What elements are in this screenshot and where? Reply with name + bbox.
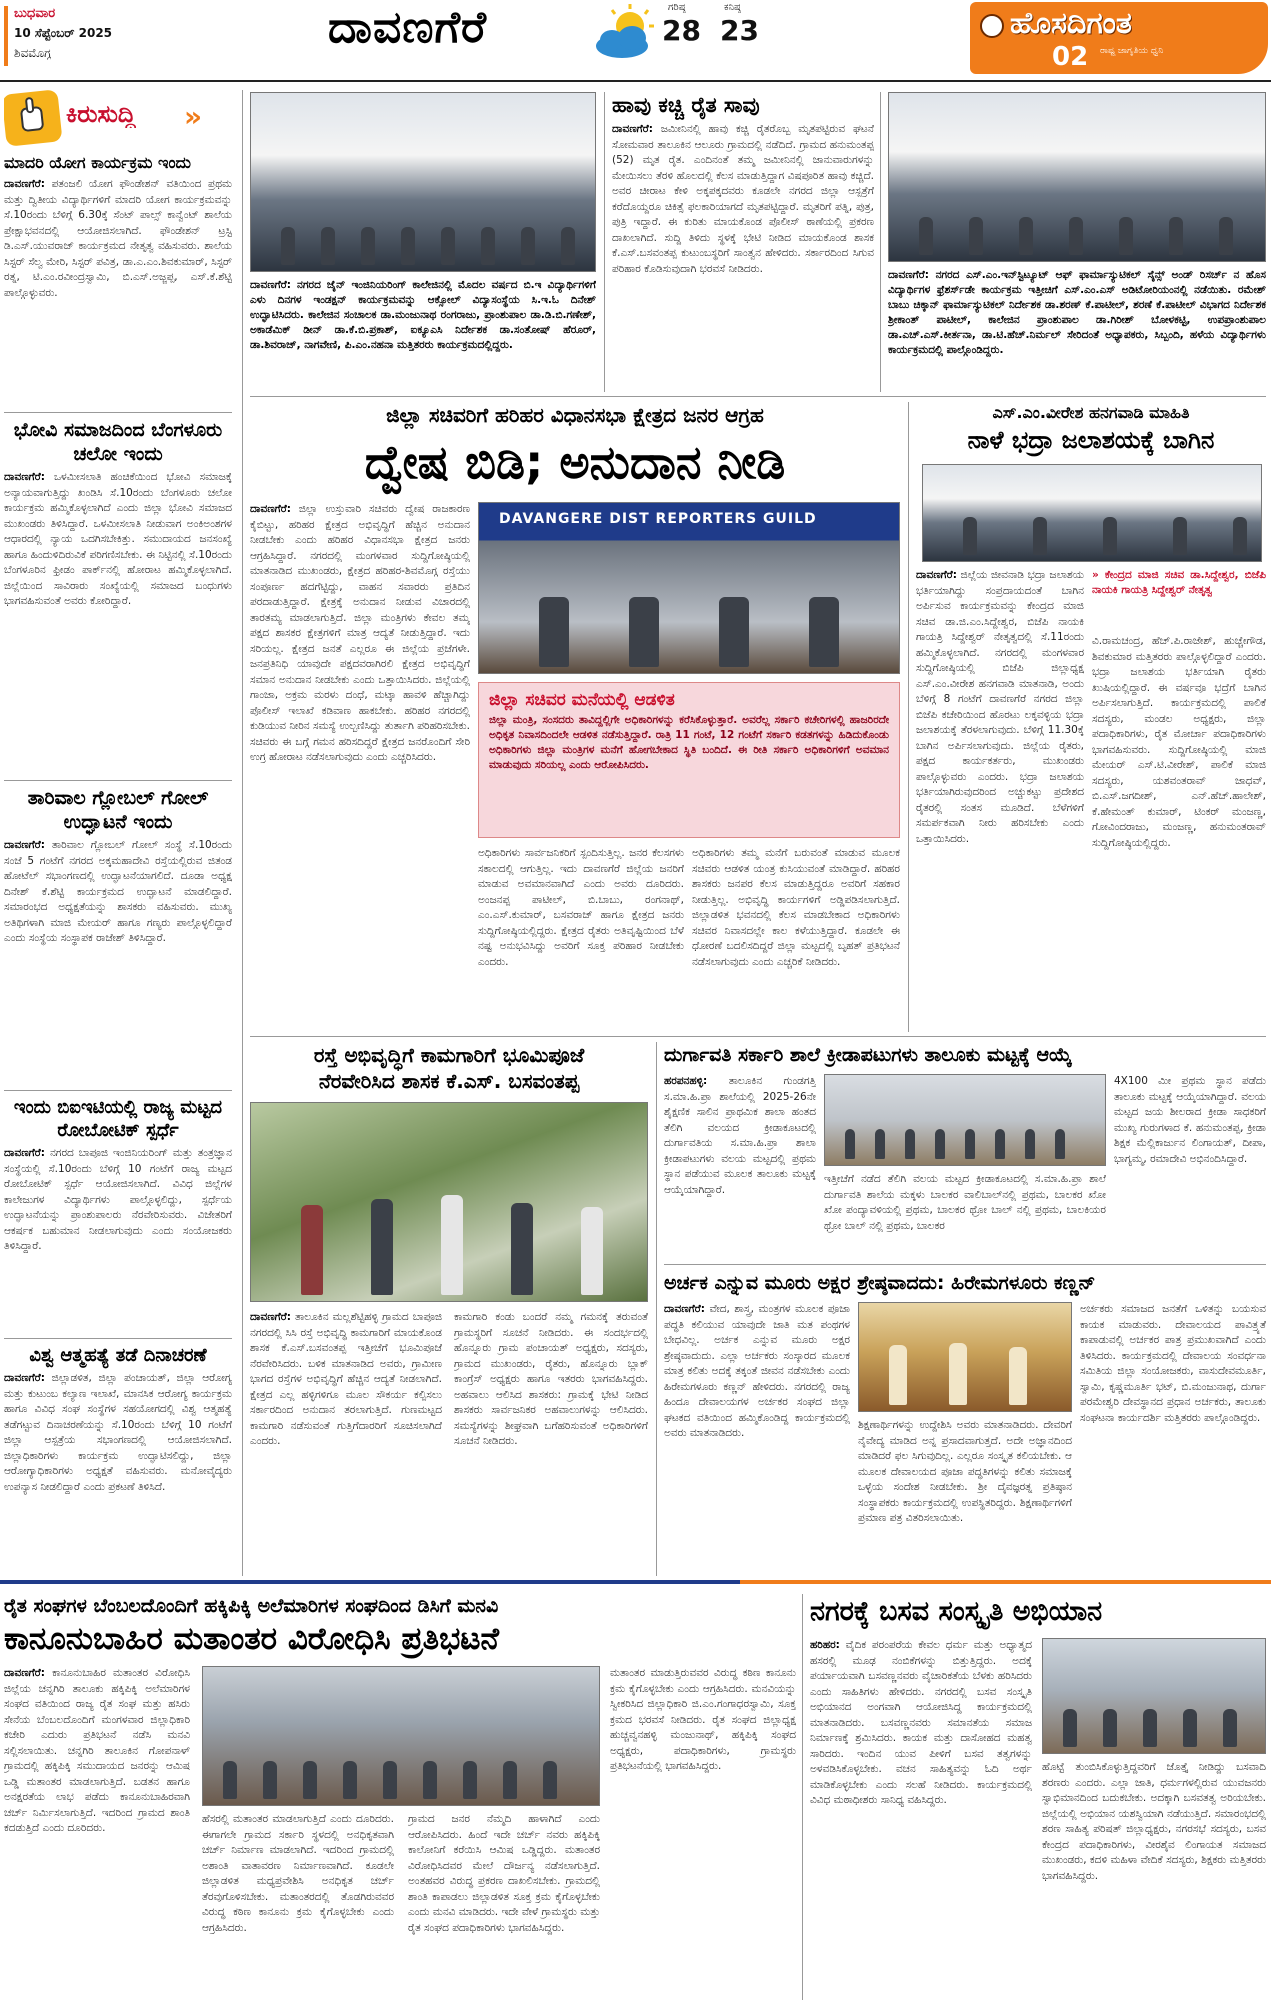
headline: ದ್ವೇಷ ಬಿಡಿ; ಅನುದಾನ ನೀಡಿ: [364, 435, 786, 489]
basava-story: [810, 1594, 1266, 2000]
highlight-box: [478, 682, 900, 838]
school-text-mid: ಇತ್ತೀಚೆಗೆ ನಡೆದ ತೆಲಿಗಿ ವಲಯ ಮಟ್ಟದ ಕ್ರೀಡಾಕೂಟದಲ್ಲಿ ಸ.ಮಾ.ಹಿ.ಪ್ರಾ ಶಾಲೆ ದುರ್ಗಾವತಿ ಶಾಲೆಯ ಮಕ್ಕಳು ಬಾಲಕರ ವಾಲಿಬಾಲ್‌ನಲ್ಲಿ ಪ್ರಥಮ, ಬಾಲಕರ ಖೋ ಖೋ ಪಂದ್ಯಾವಳಿಯಲ್ಲಿ ಪ್ರಥಮ, ಬಾಲಕರ ಥ್ರೋ ಬಾಲ್ ನಲ್ಲಿ ಪ್ರಥಮ, ಬಾಲಕಿಯರ ಥ್ರೋ ಬಾಲ್ ನಲ್ಲಿ ಪ್ರಥಮ, ಬಾಲಕರ: [824, 1173, 1106, 1232]
box-body: ಜಿಲ್ಲಾ ಮಂತ್ರಿ, ಸಂಸದರು ತಾವಿದ್ದಲ್ಲಿಗೇ ಅಧಿಕಾರಿಗಳನ್ನು ಕರೆಸಿಕೊಳ್ಳುತ್ತಾರೆ. ಅವರೆಲ್ಲ ಸರ್ಕಾರಿ ಕಚೇರಿಗಳಲ್ಲಿ ಹಾಜರಿರದೇ ಅಧಿಕೃತ ನಿವಾಸದಿಂದಲೇ ಆಡಳಿತ ನಡೆಸುತ್ತಿದ್ದಾರೆ. ರಾತ್ರಿ 11 ಗಂಟೆ, 12 ಗಂಟೆಗೆ ಸರ್ಕಾರಿ ಕಡತಗಳನ್ನು ಹಿಡಿದುಕೊಂಡು ಅಧಿಕಾರಿಗಳು ಜಿಲ್ಲಾ ಮಂತ್ರಿಗಳ ಮನೆಗೆ ಹೋಗಬೇಕಾದ ಸ್ಥಿತಿ ಬಂದಿದೆ. ಈ ರೀತಿ ಸರ್ಕಾರಿ ಅಧಿಕಾರಿಗಳಿಗೆ ಅವಮಾನ ಮಾಡುವುದು ಸರಿಯಲ್ಲ ಎಂದು ಆರೋಪಿಸಿದರು.: [489, 714, 889, 771]
headline: ನಗರಕ್ಕೆ ಬಸವ ಸಂಸ್ಕೃತಿ ಅಭಿಯಾನ: [810, 1596, 1103, 1627]
dateline: ದಾವಣಗೆರೆ:: [664, 1303, 705, 1315]
event-photo: [250, 92, 596, 272]
chevron-right-icon: »: [1092, 569, 1105, 581]
school-text-left: [664, 1074, 816, 1258]
kicker: ಜಿಲ್ಲಾ ಸಚಿವರಿಗೆ ಹರಿಹರ ವಿಧಾನಸಭಾ ಕ್ಷೇತ್ರದ ಜನರ ಆಗ್ರಹ: [386, 403, 764, 427]
story-body: ತಾರಿವಾಲ ಗ್ಲೋಬಲ್ ಗೋಲ್ ಸಂಸ್ಥೆ ಸೆ.10ರಂದು ಸಂಜೆ 5 ಗಂಟೆಗೆ ನಗರದ ಅಕ್ಕಮಹಾದೇವಿ ರಸ್ತೆಯಲ್ಲಿರುವ ಜಿತಂಡ ಹೋಟೆಲ್ ಸಭಾಂಗಣದಲ್ಲಿ ಉದ್ಘಾಟನೆಯಾಗಲಿದೆ. ದೂಡಾ ಅಧ್ಯಕ್ಷ ದಿನೇಶ್ ಕೆ.ಶೆಟ್ಟಿ ಕಾರ್ಯಕ್ರಮದ ಉದ್ಘಾಟನೆ ಮಾಡಲಿದ್ದಾರೆ. ಸಮಾರಂಭದ ಅಧ್ಯಕ್ಷತೆಯನ್ನು ಶಾಸಕರು ವಹಿಸುವರು. ಮುಖ್ಯ ಅತಿಥಿಗಳಾಗಿ ಮಾಜಿ ಮೇಯರ್ ಹಾಗೂ ಗಣ್ಯರು ಪಾಲ್ಗೊಳ್ಳಲಿದ್ದಾರೆ ಎಂದು ಸಂಸ್ಥೆಯ ಸಂಸ್ಥಾಪಕ ರಾಜೇಶ್ ತಿಳಿಸಿದ್ದಾರೆ.: [4, 839, 232, 944]
press-meet-photo: [478, 502, 900, 674]
hand-pointing-icon: [4, 90, 63, 146]
headline: ಹಾವು ಕಚ್ಚಿ ರೈತ ಸಾವು: [612, 93, 760, 117]
dateline: ದಾವಣಗೆರೆ:: [4, 1372, 45, 1384]
press-photo: [922, 464, 1262, 562]
dateline: ದಾವಣಗೆರೆ:: [250, 503, 291, 515]
story-body: ವೈದಿಕ ಪರಂಪರೆಯ ಕೇವಲ ಧರ್ಮ ಮತ್ತು ಅಧ್ಯಾತ್ಮದ ಹಸರಲ್ಲಿ ಮೂಢ ನಂಬಿಕೆಗಳನ್ನು ಬಿತ್ತುತ್ತಿದ್ದರು. ಅದಕ್ಕೆ ಪರ್ಯಾಯವಾಗಿ ಬಸವಣ್ಣನವರು ವೈಚಾರಿಕತೆಯ ಬೆಳಕು ಹರಿಸಿದರು ಎಂದು ಸಾಹಿತಿಗಳು ಹೇಳಿದರು. ನಗರದಲ್ಲಿ ಬಸವ ಸಂಸ್ಕೃತಿ ಅಭಿಯಾನದ ಅಂಗವಾಗಿ ಆಯೋಜಿಸಿದ್ದ ಕಾರ್ಯಕ್ರಮದಲ್ಲಿ ಮಾತನಾಡಿದರು. ಬಸವಣ್ಣನವರು ಸಮಾನತೆಯ ಸಮಾಜ ನಿರ್ಮಾಣಕ್ಕೆ ಶ್ರಮಿಸಿದರು. ಕಾಯಕ ಮತ್ತು ದಾಸೋಹದ ಮಹತ್ವ ಸಾರಿದರು. ಇಂದಿನ ಯುವ ಪೀಳಿಗೆ ಬಸವ ತತ್ವಗಳನ್ನು ಅಳವಡಿಸಿಕೊಳ್ಳಬೇಕು. ವಚನ ಸಾಹಿತ್ಯವನ್ನು ಓದಿ ಅರ್ಥ ಮಾಡಿಕೊಳ್ಳಬೇಕು ಎಂದು ಸಲಹೆ ನೀಡಿದರು. ಕಾರ್ಯಕ್ರಮದಲ್ಲಿ ವಿವಿಧ ಮಠಾಧೀಶರು ಸಾನಿಧ್ಯ ವಹಿಸಿದ್ದರು.: [810, 1639, 1032, 1806]
basava-text-right: ಹೊಟ್ಟೆ ತುಂಬಿಸಿಕೊಳ್ಳುತ್ತಿದ್ದವರಿಗೆ ಜೊತ್ತೈ ನೀಡಿದ್ದು ಬಸವಾದಿ ಶರಣರು ಎಂದರು. ಎಲ್ಲಾ ಜಾತಿ, ಧರ್ಮಗಳಲ್ಲಿರುವ ಯುವಜನರು ಸ್ವಾಭಿಮಾನದಿಂದ ಬದುಕಬೇಕು. ಅದಕ್ಕಾಗಿ ಬಸವತತ್ವ ಅರಿಯಬೇಕು. ಜಿಲ್ಲೆಯಲ್ಲಿ ಅಭಿಯಾನ ಯಶಸ್ವಿಯಾಗಿ ನಡೆಯುತ್ತಿದೆ. ಸಮಾರಂಭದಲ್ಲಿ ಶರಣ ಸಾಹಿತ್ಯ ಪರಿಷತ್ ಜಿಲ್ಲಾಧ್ಯಕ್ಷರು, ನಗರಸಭೆ ಸದಸ್ಯರು, ಬಸವ ಕೇಂದ್ರದ ಪದಾಧಿಕಾರಿಗಳು, ವೀರಶೈವ ಲಿಂಗಾಯತ ಸಮಾಜದ ಮುಖಂಡರು, ಕದಳಿ ಮಹಿಳಾ ವೇದಿಕೆ ಸದಸ್ಯರು, ಶಿಕ್ಷಕರು ಮತ್ತಿತರರು ಭಾಗವಹಿಸಿದ್ದರು.: [1042, 1761, 1266, 1882]
section-divider: [0, 1580, 1271, 1588]
headline: ಭೋವಿ ಸಮಾಜದಿಂದ ಬೆಂಗಳೂರು ಚಲೋ ಇಂದು: [13, 419, 223, 465]
archaka-story: [664, 1270, 1266, 1576]
lead-text-left: [250, 502, 470, 930]
chevrons-icon: »: [184, 100, 203, 133]
road-story: [250, 1042, 648, 1576]
kirusuddi-item-3: [4, 786, 232, 1088]
kirusuddi-item-4: [4, 1096, 232, 1336]
dateline: ದಾವಣಗೆರೆ:: [4, 1147, 45, 1159]
event-photo: [888, 92, 1266, 262]
dateline: ದಾವಣಗೆರೆ:: [4, 178, 45, 190]
masthead-title: ದಾವಣಗೆರೆ: [328, 2, 487, 53]
story-body: ಜಿಲ್ಲೆಯ ಜೀವನಾಡಿ ಭದ್ರಾ ಜಲಾಶಯ ಭರ್ತಿಯಾಗಿದ್ದು ಸಂಪ್ರದಾಯದಂತೆ ಬಾಗಿನ ಅರ್ಪಿಸುವ ಕಾರ್ಯಕ್ರಮವನ್ನು ಕೇಂದ್ರದ ಮಾಜಿ ಸಚಿವ ಡಾ.ಜಿ.ಎಂ.ಸಿದ್ದೇಶ್ವರ, ಬಿಜೆಪಿ ನಾಯಕಿ ಗಾಯತ್ರಿ ಸಿದ್ದೇಶ್ವರ್ ನೇತೃತ್ವದಲ್ಲಿ ಸೆ.11ರಂದು ಹಮ್ಮಿಕೊಳ್ಳಲಾಗಿದೆ. ನಗರದಲ್ಲಿ ಮಂಗಳವಾರ ಸುದ್ದಿಗೋಷ್ಠಿಯಲ್ಲಿ ಬಿಜೆಪಿ ಜಿಲ್ಲಾಧ್ಯಕ್ಷ ಎಸ್.ಎಂ.ವೀರೇಶ ಹನಗವಾಡಿ ಮಾತನಾಡಿ, ಅಂದು ಬೆಳಿಗ್ಗೆ 8 ಗಂಟೆಗೆ ದಾವಣಗೆರೆ ನಗರದ ಜಿಲ್ಲಾ ಬಿಜೆಪಿ ಕಚೇರಿಯಿಂದ ಹೊರಟು ಲಕ್ಕವಳ್ಳಿಯ ಭದ್ರಾ ಜಲಾಶಯಕ್ಕೆ ತೆರಳಲಾಗುವುದು. ಬೆಳಿಗ್ಗೆ 11.30ಕ್ಕೆ ಬಾಗಿನ ಅರ್ಪಿಸಲಾಗುವುದು. ಜಿಲ್ಲೆಯ ರೈತರು, ಪಕ್ಷದ ಕಾರ್ಯಕರ್ತರು, ಮುಖಂಡರು ಪಾಲ್ಗೊಳ್ಳುವರು ಎಂದರು. ಭದ್ರಾ ಜಲಾಶಯ ಭರ್ತಿಯಾಗಿರುವುದರಿಂದ ಅಚ್ಚುಕಟ್ಟು ಪ್ರದೇಶದ ರೈತರಲ್ಲಿ ಸಂತಸ ಮೂಡಿದೆ. ಬೆಳೆಗಳಿಗೆ ಸಮರ್ಪಕವಾಗಿ ನೀರು ಹರಿಸಬೇಕು ಎಂದು ಒತ್ತಾಯಿಸಿದರು.: [916, 569, 1084, 845]
dateline: ದಾವಣಗೆರೆ:: [612, 123, 653, 135]
headline: ದುರ್ಗಾವತಿ ಸರ್ಕಾರಿ ಶಾಲೆ ಕ್ರೀಡಾಪಟುಗಳು ತಾಲೂಕು ಮಟ್ಟಕ್ಕೆ ಆಯ್ಕೆ: [664, 1044, 1072, 1066]
kirusuddi-item-2: [4, 418, 232, 778]
dateline: ದಾವಣಗೆರೆ:: [916, 569, 957, 581]
headline: ಅರ್ಚಕ ಎನ್ನುವ ಮೂರು ಅಕ್ಷರ ಶ್ರೇಷ್ಠವಾದದು: ಹಿರೇಮಗಳೂರು ಕಣ್ಣನ್: [664, 1272, 1096, 1294]
headline: ನಾಳೆ ಭದ್ರಾ ಜಲಾಶಯಕ್ಕೆ ಬಾಗಿನ: [967, 426, 1215, 454]
box-title: ಜಿಲ್ಲಾ ಸಚಿವರ ಮನೆಯಲ್ಲಿ ಆಡಳಿತ: [489, 690, 675, 710]
headline-line-1: ರಸ್ತೆ ಅಭಿವೃದ್ಧಿಗೆ ಕಾಮಗಾರಿಗೆ ಭೂಮಿಪೂಜೆ: [313, 1043, 585, 1067]
dam-subhead: [1092, 568, 1266, 630]
bhoomipuja-photo: [250, 1102, 648, 1302]
rally-photo: [1042, 1638, 1266, 1754]
archaka-text-mid: ಶಿಕ್ಷಣಾರ್ಥಿಗಳನ್ನು ಉದ್ದೇಶಿಸಿ ಅವರು ಮಾತನಾಡಿದರು. ದೇವರಿಗೆ ನೈವೇದ್ಯ ಮಾಡಿದ ಅನ್ನ ಪ್ರಸಾದವಾಗುತ್ತದೆ. ಅದೇ ಅಜ್ಞಾನದಿಂದ ಮಾಡಿದರೆ ಫಲ ಸಿಗುವುದಿಲ್ಲ. ಎಲ್ಲರೂ ಸಂಸ್ಕೃತ ಕಲಿಯಬೇಕು. ಆ ಮೂಲಕ ದೇವಾಲಯದ ಪೂಜಾ ಪದ್ಧತಿಗಳನ್ನು ಕಲಿತು ಸಮಾಜಕ್ಕೆ ಒಳ್ಳೆಯ ಸಂದೇಶ ನೀಡಬೇಕು. ಶ್ರೀ ದೈವಜ್ಞರತ್ನ ಪ್ರತಿಷ್ಠಾನ ಸಂಸ್ಥಾಪಕರು ಕಾರ್ಯಕ್ರಮದಲ್ಲಿ ಉಪಸ್ಥಿತರಿದ್ದರು. ಶಿಕ್ಷಣಾರ್ಥಿಗಳಿಗೆ ಪ್ರಮಾಣ ಪತ್ರ ವಿತರಿಸಲಾಯಿತು.: [858, 1419, 1072, 1524]
kirusuddi-column: [4, 90, 236, 1576]
headline-line-2: ನೆರವೇರಿಸಿದ ಶಾಸಕ ಕೆ.ಎಸ್. ಬಸವಂತಪ್ಪ: [318, 1069, 580, 1093]
dateline: ದಾವಣಗೆರೆ:: [250, 1311, 291, 1323]
masthead: [0, 0, 1271, 82]
headline: ವಿಶ್ವ ಆತ್ಮಹತ್ಯೆ ತಡೆ ದಿನಾಚರಣೆ: [29, 1345, 207, 1366]
dateline: ದಾವಣಗೆರೆ:: [4, 1667, 45, 1679]
min-temp: 23: [720, 14, 759, 47]
dam-story: [916, 402, 1266, 1032]
conversion-text-mid: ಹೆಸರಲ್ಲಿ ಮತಾಂತರ ಮಾಡಲಾಗುತ್ತಿದೆ ಎಂದು ದೂರಿದರು. ಈಗಾಗಲೇ ಗ್ರಾಮದ ಸರ್ಕಾರಿ ಸ್ಥಳದಲ್ಲಿ ಅನಧಿಕೃತವಾಗಿ ಚರ್ಚ್ ನಿರ್ಮಾಣ ಮಾಡಲಾಗಿದೆ. ಇದರಿಂದ ಗ್ರಾಮದಲ್ಲಿ ಅಶಾಂತಿ ವಾತಾವರಣ ನಿರ್ಮಾಣವಾಗಿದೆ. ಕೂಡಲೇ ಜಿಲ್ಲಾಡಳಿತ ಮಧ್ಯಪ್ರವೇಶಿಸಿ ಅನಧಿಕೃತ ಚರ್ಚ್ ತೆರವುಗೊಳಿಸಬೇಕು. ಮತಾಂತರದಲ್ಲಿ ತೊಡಗಿರುವವರ ವಿರುದ್ಧ ಕಠಿಣ ಕಾನೂನು ಕ್ರಮ ಕೈಗೊಳ್ಳಬೇಕು ಎಂದು ಆಗ್ರಹಿಸಿದರು.: [202, 1813, 394, 1934]
brand-emblem-icon: [980, 14, 1004, 38]
kicker: ಎಸ್.ಎಂ.ವೀರೇಶ ಹನಗವಾಡಿ ಮಾಹಿತಿ: [992, 403, 1190, 422]
kirusuddi-label: ಕಿರುಸುದ್ದಿ: [66, 100, 136, 128]
snake-story: [612, 92, 874, 392]
dateline: ದಾವಣಗೆರೆ:: [4, 839, 45, 851]
headline: ಇಂದು ಬಿಐಇಟಿಯಲ್ಲಿ ರಾಜ್ಯ ಮಟ್ಟದ ರೋಬೋಟಿಕ್ ಸ್ಪರ್ಧೆ: [13, 1097, 223, 1141]
masthead-date: 10 ಸೆಪ್ಟೆಂಬರ್ 2025: [14, 26, 113, 40]
students-photo: [824, 1074, 1106, 1166]
story-body: ಪತಂಜಲಿ ಯೋಗ ಫೌಂಡೇಶನ್ ವತಿಯಿಂದ ಪ್ರಥಮ ಮತ್ತು ದ್ವಿತೀಯ ವಿದ್ಯಾರ್ಥಿಗಳಿಗೆ ಮಾದರಿ ಯೋಗ ಕಾರ್ಯಕ್ರಮವನ್ನು ಸೆ.10ರಂದು ಬೆಳಿಗ್ಗೆ 6.30ಕ್ಕೆ ಸೆಂಟ್ ಪಾಲ್ಸ್ ಕಾನ್ವೆಂಟ್ ಶಾಲೆಯ ಪ್ರೇಕ್ಷಾಭವನದಲ್ಲಿ ಆಯೋಜಿಸಲಾಗಿದೆ. ಫೌಂಡೇಶನ್ ಟ್ರಸ್ಟಿ ಡಿ.ಎಸ್.ಯುವರಾಜ್ ಕಾರ್ಯಕ್ರಮದ ನೇತೃತ್ವ ವಹಿಸುವರು. ಶಾಲೆಯ ಸಿಸ್ಟರ್ ಸೆಲ್ವ ಮೇರಿ, ಸಿಸ್ಟರ್ ಪವಿತ್ರ, ಡಾ.ಎ.ಎಂ.ಶಿವಕುಮಾರ್, ಸಿಸ್ಟರ್ ರತ್ನ, ಟಿ.ಎಂ.ರವೀಂದ್ರಸ್ವಾಮಿ, ಬಿ.ಎಸ್.ಅಜ್ಜಪ್ಪ, ಎಸ್.ಕೆ.ಶೆಟ್ಟಿ ಪಾಲ್ಗೊಳ್ಳುವರು.: [4, 178, 232, 299]
basava-text-left: [810, 1638, 1032, 1996]
masthead-left-bar: [4, 6, 8, 66]
page-number: 02: [1052, 42, 1089, 72]
story-body: ಕಾನೂನುಬಾಹಿರ ಮತಾಂತರ ವಿರೋಧಿಸಿ ಜಿಲ್ಲೆಯ ಚನ್ನಗಿರಿ ತಾಲೂಕು ಹಕ್ಕಿಪಿಕ್ಕಿ ಅಲೆಮಾರಿಗಳ ಸಂಘದ ವತಿಯಿಂದ ರಾಜ್ಯ ರೈತ ಸಂಘ ಮತ್ತು ಹಸಿರು ಸೇನೆಯ ಬೆಂಬಲದೊಂದಿಗೆ ಮಂಗಳವಾರ ಜಿಲ್ಲಾಧಿಕಾರಿ ಕಚೇರಿ ಎದುರು ಪ್ರತಿಭಟನೆ ನಡೆಸಿ ಮನವಿ ಸಲ್ಲಿಸಲಾಯಿತು. ಚನ್ನಗಿರಿ ತಾಲೂಕಿನ ಗೋಪನಾಳ್ ಗ್ರಾಮದಲ್ಲಿ ಹಕ್ಕಿಪಿಕ್ಕಿ ಸಮುದಾಯದ ಜನರನ್ನು ಆಮಿಷ ಒಡ್ಡಿ ಮತಾಂತರ ಮಾಡಲಾಗುತ್ತಿದೆ. ಬಡತನ ಹಾಗೂ ಅನಕ್ಷರತೆಯ ಲಾಭ ಪಡೆದು ಕಾನೂನುಬಾಹಿರವಾಗಿ ಚರ್ಚ್ ನಿರ್ಮಿಸಲಾಗುತ್ತಿದೆ. ಇದರಿಂದ ಗ್ರಾಮದ ಶಾಂತಿ ಕದಡುತ್ತಿದೆ ಎಂದು ದೂರಿದರು.: [4, 1667, 190, 1834]
road-text-right: ಕಾಮಗಾರಿ ಕಂಡು ಬಂದರೆ ನಮ್ಮ ಗಮನಕ್ಕೆ ತರುವಂತೆ ಗ್ರಾಮಸ್ಥರಿಗೆ ಸೂಚನೆ ನೀಡಿದರು. ಈ ಸಂದರ್ಭದಲ್ಲಿ ಹೊನ್ನೂರು ಗ್ರಾಮ ಪಂಚಾಯತ್ ಅಧ್ಯಕ್ಷರು, ಸದಸ್ಯರು, ಗ್ರಾಮದ ಮುಖಂಡರು, ರೈತರು, ಹೊನ್ನೂರು ಬ್ಲಾಕ್ ಕಾಂಗ್ರೆಸ್ ಅಧ್ಯಕ್ಷರು ಹಾಗೂ ಇತರರು ಭಾಗವಹಿಸಿದ್ದರು. ಅಹವಾಲು ಆಲಿಸಿದ ಶಾಸಕರು: ಗ್ರಾಮಕ್ಕೆ ಭೇಟಿ ನೀಡಿದ ಶಾಸಕರು ಸಾರ್ವಜನಿಕರ ಅಹವಾಲುಗಳನ್ನು ಆಲಿಸಿದರು. ಸಮಸ್ಯೆಗಳನ್ನು ಶೀಘ್ರವಾಗಿ ಬಗೆಹರಿಸುವಂತೆ ಅಧಿಕಾರಿಗಳಿಗೆ ಸೂಚನೆ ನೀಡಿದರು.: [454, 1311, 648, 1447]
kirusuddi-badge: [4, 90, 226, 146]
headline: ತಾರಿವಾಲ ಗ್ಲೋಬಲ್ ಗೋಲ್ ಉದ್ಘಾಟನೆ ಇಂದು: [27, 787, 209, 833]
story-body: ವೇದ, ಶಾಸ್ತ್ರ, ಮಂತ್ರಗಳ ಮೂಲಕ ಪೂಜಾ ಪದ್ಧತಿ ಕಲಿಯುವ ಯಾವುದೇ ಜಾತಿ ಮತ ಪಂಥಗಳ ಬೇಧವಿಲ್ಲ. ಅರ್ಚಕ ಎನ್ನುವ ಮೂರು ಅಕ್ಷರ ಶ್ರೇಷ್ಠವಾದುದು. ಎಲ್ಲಾ ಅರ್ಚಕರು ಸಂಸ್ಕಾರದ ಮೂಲಕ ಮಾತ್ರ ಕಲಿತು ಅದಕ್ಕೆ ತಕ್ಕಂತೆ ಜೀವನ ನಡೆಸಬೇಕು ಎಂದು ಹಿರೇಮಗಳೂರು ಕಣ್ಣನ್ ಹೇಳಿದರು. ನಗರದಲ್ಲಿ ರಾಜ್ಯ ಹಿಂದೂ ದೇವಾಲಯಗಳ ಅರ್ಚಕರ ಸಂಘದ ಜಿಲ್ಲಾ ಘಟಕದ ವತಿಯಿಂದ ಹಮ್ಮಿಕೊಂಡಿದ್ದ ಕಾರ್ಯಕ್ರಮದಲ್ಲಿ ಅವರು ಮಾತನಾಡಿದರು.: [664, 1303, 850, 1439]
photo-story-pharma: [888, 92, 1266, 392]
brand-name: ಹೊಸದಿಗಂತ: [1010, 6, 1132, 41]
story-body: ಜಮೀನಿನಲ್ಲಿ ಹಾವು ಕಚ್ಚಿ ರೈತರೊಬ್ಬ ಮೃತಪಟ್ಟಿರುವ ಘಟನೆ ಸೋಮವಾರ ತಾಲೂಕಿನ ಆಲೂರು ಗ್ರಾಮದಲ್ಲಿ ನಡೆದಿದೆ. ಗ್ರಾಮದ ಹನುಮಂತಪ್ಪ (52) ಮೃತ ರೈತ. ಎಂದಿನಂತೆ ತಮ್ಮ ಜಮೀನಿನಲ್ಲಿ ಜಾನುವಾರುಗಳನ್ನು ಮೇಯಿಸಲು ತೆರಳಿ ಹೊಲದಲ್ಲಿ ಕೆಲಸ ಮಾಡುತ್ತಿದ್ದಾಗ ವಿಷಪೂರಿತ ಹಾವು ಕಚ್ಚಿದೆ. ಅವರ ಚೀರಾಟ ಕೇಳಿ ಅಕ್ಕಪಕ್ಕದವರು ಕೂಡಲೇ ನಗರದ ಜಿಲ್ಲಾ ಆಸ್ಪತ್ರೆಗೆ ಕರೆದೊಯ್ದರೂ ಚಿಕಿತ್ಸೆ ಫಲಕಾರಿಯಾಗದೆ ಮೃತಪಟ್ಟಿದ್ದಾರೆ. ಮೃತರಿಗೆ ಪತ್ನಿ, ಪುತ್ರ, ಪುತ್ರಿ ಇದ್ದಾರೆ. ಈ ಕುರಿತು ಮಾಯಕೊಂಡ ಪೊಲೀಸ್ ಠಾಣೆಯಲ್ಲಿ ಪ್ರಕರಣ ದಾಖಲಾಗಿದೆ. ಸುದ್ದಿ ತಿಳಿದು ಸ್ಥಳಕ್ಕೆ ಭೇಟಿ ನೀಡಿದ ಮಾಯಕೊಂಡ ಶಾಸಕ ಕೆ.ಎಸ್.ಬಸವಂತಪ್ಪ ಕುಟುಂಬಸ್ಥರಿಗೆ ಸಾಂತ್ವನ ಹೇಳಿದರು. ಸರ್ಕಾರದಿಂದ ಸಿಗುವ ಪರಿಹಾರ ಕೊಡಿಸುವುದಾಗಿ ಭರವಸೆ ನೀಡಿದರು.: [612, 123, 874, 275]
archaka-text-left: [664, 1302, 850, 1574]
banner-text: DAVANGERE DIST REPORTERS GUILD: [499, 511, 817, 527]
kirusuddi-item-1: [4, 152, 232, 410]
max-temp-label: ಗರಿಷ್ಠ: [668, 2, 686, 13]
subhead-text: ಕೇಂದ್ರದ ಮಾಜಿ ಸಚಿವ ಡಾ.ಸಿದ್ದೇಶ್ವರ, ಬಿಜೆಪಿ ನಾಯಕಿ ಗಾಯತ್ರಿ ಸಿದ್ದೇಶ್ವರ್ ನೇತೃತ್ವ: [1092, 569, 1266, 596]
conversion-text-left: [4, 1666, 190, 1996]
masthead-day: ಬುಧವಾರ: [14, 6, 56, 21]
story-body: ಜಿಲ್ಲಾ ಉಸ್ತುವಾರಿ ಸಚಿವರು ದ್ವೇಷ ರಾಜಕಾರಣ ಕೈಬಿಟ್ಟು, ಹರಿಹರ ಕ್ಷೇತ್ರದ ಅಭಿವೃದ್ಧಿಗೆ ಹೆಚ್ಚಿನ ಅನುದಾನ ನೀಡಬೇಕು ಎಂದು ಹರಿಹರ ವಿಧಾನಸಭಾ ಕ್ಷೇತ್ರದ ಜನರು ಆಗ್ರಹಿಸಿದ್ದಾರೆ. ನಗರದಲ್ಲಿ ಮಂಗಳವಾರ ಸುದ್ದಿಗೋಷ್ಠಿಯಲ್ಲಿ ಮಾತನಾಡಿದ ಮುಖಂಡರು, ಕ್ಷೇತ್ರದ ಹರಿಹರ-ಶಿವಮೊಗ್ಗ ರಸ್ತೆಯು ಸಂಪೂರ್ಣ ಹದಗೆಟ್ಟಿದ್ದು, ವಾಹನ ಸವಾರರು ಪ್ರತಿದಿನ ಪರದಾಡುತ್ತಿದ್ದಾರೆ. ಕ್ಷೇತ್ರಕ್ಕೆ ಅನುದಾನ ನೀಡುವ ವಿಚಾರದಲ್ಲಿ ತಾರತಮ್ಯ ಮಾಡಲಾಗುತ್ತಿದೆ. ಜಿಲ್ಲಾ ಮಂತ್ರಿಗಳು ಕೇವಲ ತಮ್ಮ ಪಕ್ಷದ ಶಾಸಕರ ಕ್ಷೇತ್ರಗಳಿಗೆ ಮಾತ್ರ ಆದ್ಯತೆ ನೀಡುತ್ತಿದ್ದಾರೆ. ಇದು ಸರಿಯಲ್ಲ. ಕ್ಷೇತ್ರದ ಜನತೆ ಎಲ್ಲರೂ ಈ ಜಿಲ್ಲೆಯ ಪ್ರಜೆಗಳೇ. ಜನಪ್ರತಿನಿಧಿ ಯಾವುದೇ ಪಕ್ಷದವರಾಗಿರಲಿ ಕ್ಷೇತ್ರದ ಅಭಿವೃದ್ಧಿಗೆ ಸಮಾನ ಅನುದಾನ ನೀಡಬೇಕು ಎಂದು ಒತ್ತಾಯಿಸಿದರು. ಜಿಲ್ಲೆಯಲ್ಲಿ ಗಾಂಜಾ, ಅಕ್ರಮ ಮರಳು ದಂಧೆ, ಮಟ್ಕಾ ಹಾವಳಿ ಹೆಚ್ಚಾಗಿದ್ದು ಪೊಲೀಸ್ ಇಲಾಖೆ ಕಡಿವಾಣ ಹಾಕಬೇಕು. ಹರಿಹರ ನಗರದಲ್ಲಿ ಕುಡಿಯುವ ನೀರಿನ ಸಮಸ್ಯೆ ಉಲ್ಬಣಿಸಿದ್ದು ತುರ್ತಾಗಿ ಪರಿಹರಿಸಬೇಕು. ಸಚಿವರು ಈ ಬಗ್ಗೆ ಗಮನ ಹರಿಸದಿದ್ದರೆ ಕ್ಷೇತ್ರದ ಜನರೊಂದಿಗೆ ಸೇರಿ ಉಗ್ರ ಹೋರಾಟ ನಡೆಸಲಾಗುವುದು ಎಂದು ಎಚ್ಚರಿಸಿದರು.: [250, 503, 470, 763]
weather-cloud-icon: [590, 4, 660, 64]
dateline: ಹರಿಹರ:: [810, 1639, 840, 1651]
brand-box: [970, 2, 1268, 74]
dam-text-right: ವಿ.ರಾಮಚಂದ್ರ, ಹೆಚ್.ಪಿ.ರಾಜೇಶ್, ಹುಚ್ಚೇಗೌಡ, ಶಿವಕುಮಾರ ಮತ್ತಿತರರು ಪಾಲ್ಗೊಳ್ಳಲಿದ್ದಾರೆ ಎಂದರು. ಭದ್ರಾ ಜಲಾಶಯ ಭರ್ತಿಯಾಗಿ ರೈತರು ಖುಷಿಯಲ್ಲಿದ್ದಾರೆ. ಈ ವರ್ಷವೂ ಭದ್ರೆಗೆ ಬಾಗಿನ ಅರ್ಪಿಸಲಾಗುತ್ತಿದೆ. ಕಾರ್ಯಕ್ರಮದಲ್ಲಿ ಪಾಲಿಕೆ ಸದಸ್ಯರು, ಮಂಡಲ ಅಧ್ಯಕ್ಷರು, ಜಿಲ್ಲಾ ಪದಾಧಿಕಾರಿಗಳು, ರೈತ ಮೋರ್ಚಾ ಪದಾಧಿಕಾರಿಗಳು ಭಾಗವಹಿಸುವರು. ಸುದ್ದಿಗೋಷ್ಠಿಯಲ್ಲಿ ಮಾಜಿ ಮೇಯರ್ ಎಸ್.ಟಿ.ವೀರೇಶ್, ಪಾಲಿಕೆ ಮಾಜಿ ಸದಸ್ಯರು, ಯಶವಂತರಾವ್ ಜಾಧವ್, ಬಿ.ಎಸ್.ಜಗದೀಶ್, ಎನ್.ಹೆಚ್.ಹಾಲೇಶ್, ಕೆ.ಹೇಮಂತ್ ಕುಮಾರ್, ಟಿಂಕರ್ ಮಂಜಣ್ಣ, ಗೋವಿಂದರಾಜು, ಮಂಜಣ್ಣ, ಹನುಮಂತರಾವ್ ಸುದ್ದಿಗೋಷ್ಠಿಯಲ್ಲಿದ್ದರು.: [1092, 635, 1266, 849]
school-text-right: 4X100 ಮೀ ಪ್ರಥಮ ಸ್ಥಾನ ಪಡೆದು ತಾಲೂಕು ಮಟ್ಟಕ್ಕೆ ಆಯ್ಕೆಯಾಗಿದ್ದಾರೆ. ವಲಯ ಮಟ್ಟದ ಜಯ ಶೀಲರಾದ ಕ್ರೀಡಾ ಸಾಧಕರಿಗೆ ಮುಖ್ಯ ಗುರುಗಳಾದ ಕೆ. ಹನುಮಂತಪ್ಪ, ಕ್ರೀಡಾ ಶಿಕ್ಷಕ ಮೆಲ್ಲಿಕಾರ್ಜುನ ಲಿಂಗಾಯತ್, ದೀಪಾ, ಭಾಗ್ಯಮ್ಮ, ರಮಾದೇವಿ ಅಭಿನಂದಿಸಿದ್ದಾರೆ.: [1114, 1075, 1266, 1165]
photo-caption: ದಾವಣಗೆರೆ: ನಗರದ ಎಸ್.ಎಂ.ಇನ್‌ಸ್ಟಿಟ್ಯೂಟ್ ಆಫ್ ಫಾರ್ಮಾಸ್ಯುಟಿಕಲ್ ಸೈನ್ಸ್ ಅಂಡ್ ರಿಸರ್ಚ್ ನ ಹೊಸ ವಿದ್ಯಾರ್ಥಿಗಳ ಫ್ರೆಶರ್ಸ್‌ಡೇ ಕಾರ್ಯಕ್ರಮ ಇತ್ತೀಚಿಗೆ ಎಸ್.ಎಂ.ಎಸ್ ಅಡಿಟೋರಿಯಂನಲ್ಲಿ ನಡೆಯಿತು. ರಮೇಶ್ ಬಾಬು ಚಿಕ್ಕಾನ್ ಫಾರ್ಮಾಸ್ಯುಟಿಕಲ್ ನಿರ್ದೇಶಕ ಡಾ.ಶರಣ್ ಕೆ.ಪಾಟೀಲ್, ಶರಣೆ ಕೆ.ಪಾಟೀಲ್ ವಿಭಾಗದ ನಿರ್ದೇಶಕ ಶ್ರೀಕಾಂತ್ ಪಾಟೀಲ್, ಕಾಲೇಜಿನ ಪ್ರಾಂಶುಪಾಲ ಡಾ.ಗಿರೀಶ್ ಬೋಳಕಟ್ಟಿ, ಉಪಪ್ರಾಂಶುಪಾಲ ಡಾ.ಎಚ್.ಎಸ್.ಕೀರ್ತನಾ, ಡಾ.ಟಿ.ಹೆಚ್.ನಿರ್ಮಲ್ ಸೇರಿದಂತೆ ಅಧ್ಯಾಪಕರು, ಸಿಬ್ಬಂದಿ, ಹಳೆಯ ವಿದ್ಯಾರ್ಥಿಗಳು ಕಾರ್ಯಕ್ರಮದಲ್ಲಿ ಪಾಲ್ಗೊಂಡಿದ್ದರು.: [888, 269, 1266, 356]
dateline: ಹರಪನಹಳ್ಳಿ:: [664, 1075, 708, 1087]
story-body: ಒಳಮೀಸಲಾತಿ ಹಂಚಿಕೆಯಿಂದ ಭೋವಿ ಸಮಾಜಕ್ಕೆ ಅನ್ಯಾಯವಾಗುತ್ತಿದ್ದು ಖಂಡಿಸಿ ಸೆ.10ರಂದು ಬೆಂಗಳೂರು ಚಲೋ ಕಾರ್ಯಕ್ರಮ ಹಮ್ಮಿಕೊಳ್ಳಲಾಗಿದೆ ಎಂದು ಜಿಲ್ಲಾ ಭೋವಿ ಸಮಾಜದ ಮುಖಂಡರು ತಿಳಿಸಿದ್ದಾರೆ. ಒಳಮೀಸಲಾತಿ ನೀಡುವಾಗ ಅಂಕಿಅಂಶಗಳ ಆಧಾರದಲ್ಲಿ ನ್ಯಾಯ ಒದಗಿಸಬೇಕಿತ್ತು. ಸಮುದಾಯದ ಜನಸಂಖ್ಯೆ ಹಾಗೂ ಹಿಂದುಳಿದಿರುವಿಕೆ ಪರಿಗಣಿಸಬೇಕು. ಈ ನಿಟ್ಟಿನಲ್ಲಿ ಸೆ.10ರಂದು ಬೆಂಗಳೂರಿನ ಫ್ರೀಡಂ ಪಾರ್ಕ್‌ನಲ್ಲಿ ಹೋರಾಟ ಹಮ್ಮಿಕೊಳ್ಳಲಾಗಿದೆ. ಜಿಲ್ಲೆಯಿಂದ ಸಾವಿರಾರು ಸಂಖ್ಯೆಯಲ್ಲಿ ಸಮಾಜದ ಬಂಧುಗಳು ಭಾಗವಹಿಸುವಂತೆ ಅವರು ಕೋರಿದ್ದಾರೆ.: [4, 471, 232, 607]
archaka-photo: [858, 1302, 1072, 1412]
photo-caption: ದಾವಣಗೆರೆ: ನಗರದ ಜೈನ್ ಇಂಜಿನಿಯರಿಂಗ್ ಕಾಲೇಜಿನಲ್ಲಿ ಮೊದಲ ವರ್ಷದ ಬಿ.ಇ ವಿದ್ಯಾರ್ಥಿಗಳಿಗೆ ಎಳು ದಿನಗಳ ಇಂಡಕ್ಷನ್ ಕಾರ್ಯಕ್ರಮವನ್ನು ಆಕ್ಸೋಲ್ ವಿದ್ಯಾಸಂಸ್ಥೆಯ ಸಿ.ಇ.ಓ ದಿನೇಶ್ ಉದ್ಘಾಟಿಸಿದರು. ಕಾಲೇಜಿನ ಸಂಚಾಲಕ ಡಾ.ಮಂಜುನಾಥ ರಂಗರಾಜು, ಪ್ರಾಂಶುಪಾಲ ಡಾ.ಡಿ.ಬಿ.ಗಣೇಶ್, ಅಕಾಡೆಮಿಕ್ ಡೀನ್ ಡಾ.ಕೆ.ಬಿ.ಪ್ರಕಾಶ್, ಐಕ್ಯೂಎಸಿ ನಿರ್ದೇಶಕ ಡಾ.ಸಂತೋಷ್ ಹೆರೂರ್, ಡಾ.ಶಿವರಾಜ್, ನಾಗವೇಣಿ, ಪಿ.ಎಂ.ನಹನಾ ಮತ್ತಿತರರು ಕಾರ್ಯಕ್ರಮದಲ್ಲಿದ್ದರು.: [250, 279, 596, 351]
story-body: ಜಿಲ್ಲಾಡಳಿತ, ಜಿಲ್ಲಾ ಪಂಚಾಯತ್, ಜಿಲ್ಲಾ ಆರೋಗ್ಯ ಮತ್ತು ಕುಟುಂಬ ಕಲ್ಯಾಣ ಇಲಾಖೆ, ಮಾನಸಿಕ ಆರೋಗ್ಯ ಕಾರ್ಯಕ್ರಮ ಹಾಗೂ ವಿವಿಧ ಸಂಘ ಸಂಸ್ಥೆಗಳ ಸಹಯೋಗದಲ್ಲಿ ವಿಶ್ವ ಆತ್ಮಹತ್ಯೆ ತಡೆಗಟ್ಟುವ ದಿನಾಚರಣೆಯನ್ನು ಸೆ.10ರಂದು ಬೆಳಿಗ್ಗೆ 10 ಗಂಟೆಗೆ ಜಿಲ್ಲಾ ಆಸ್ಪತ್ರೆಯ ಸಭಾಂಗಣದಲ್ಲಿ ಆಯೋಜಿಸಲಾಗಿದೆ. ಜಿಲ್ಲಾಧಿಕಾರಿಗಳು ಕಾರ್ಯಕ್ರಮ ಉದ್ಘಾಟಿಸಲಿದ್ದು, ಜಿಲ್ಲಾ ಆರೋಗ್ಯಾಧಿಕಾರಿಗಳು ಅಧ್ಯಕ್ಷತೆ ವಹಿಸುವರು. ಮನೋವೈದ್ಯರು ಉಪನ್ಯಾಸ ನೀಡಲಿದ್ದಾರೆ ಎಂದು ಪ್ರಕಟಣೆ ತಿಳಿಸಿದೆ.: [4, 1372, 232, 1493]
headline: ಕಾನೂನುಬಾಹಿರ ಮತಾಂತರ ವಿರೋಧಿಸಿ ಪ್ರತಿಭಟನೆ: [4, 1621, 499, 1657]
story-body: ನಗರದ ಬಾಪೂಜಿ ಇಂಜಿನಿಯರಿಂಗ್ ಮತ್ತು ತಂತ್ರಜ್ಞಾನ ಸಂಸ್ಥೆಯಲ್ಲಿ ಸೆ.10ರಂದು ಬೆಳಿಗ್ಗೆ 10 ಗಂಟೆಗೆ ರಾಜ್ಯ ಮಟ್ಟದ ರೋಬೋಟಿಕ್ ಸ್ಪರ್ಧೆ ಆಯೋಜಿಸಲಾಗಿದೆ. ವಿವಿಧ ಜಿಲ್ಲೆಗಳ ಕಾಲೇಜುಗಳ ವಿದ್ಯಾರ್ಥಿಗಳು ಪಾಲ್ಗೊಳ್ಳಲಿದ್ದು, ಸ್ಪರ್ಧೆಯ ಉದ್ಘಾಟನೆಯನ್ನು ಪ್ರಾಂಶುಪಾಲರು ನೆರವೇರಿಸುವರು. ವಿಜೇತರಿಗೆ ಆಕರ್ಷಕ ಬಹುಮಾನ ನೀಡಲಾಗುವುದು ಎಂದು ಸಂಯೋಜಕರು ತಿಳಿಸಿದ್ದಾರೆ.: [4, 1147, 232, 1252]
kirusuddi-item-5: [4, 1344, 232, 1576]
conversion-text-far: ಮತಾಂತರ ಮಾಡುತ್ತಿರುವವರ ವಿರುದ್ಧ ಕಠಿಣ ಕಾನೂನು ಕ್ರಮ ಕೈಗೊಳ್ಳಬೇಕು ಎಂದು ಆಗ್ರಹಿಸಿದರು. ಮನವಿಯನ್ನು ಸ್ವೀಕರಿಸಿದ ಜಿಲ್ಲಾಧಿಕಾರಿ ಜಿ.ಎಂ.ಗಂಗಾಧರಸ್ವಾಮಿ, ಸೂಕ್ತ ಕ್ರಮದ ಭರವಸೆ ನೀಡಿದರು. ರೈತ ಸಂಘದ ಜಿಲ್ಲಾಧ್ಯಕ್ಷ ಹುಚ್ಚವ್ವನಹಳ್ಳಿ ಮಂಜುನಾಥ್, ಹಕ್ಕಿಪಿಕ್ಕಿ ಸಂಘದ ಅಧ್ಯಕ್ಷರು, ಪದಾಧಿಕಾರಿಗಳು, ಗ್ರಾಮಸ್ಥರು ಪ್ರತಿಭಟನೆಯಲ್ಲಿ ಭಾಗವಹಿಸಿದ್ದರು.: [610, 1667, 796, 1772]
masthead-place: ಶಿವಮೊಗ್ಗ: [14, 46, 52, 60]
min-temp-label: ಕನಿಷ್ಠ: [724, 2, 741, 13]
lead-text-mid: ಅಧಿಕಾರಿಗಳು ಸಾರ್ವಜನಿಕರಿಗೆ ಸ್ಪಂದಿಸುತ್ತಿಲ್ಲ. ಜನರ ಕೆಲಸಗಳು ಸಕಾಲದಲ್ಲಿ ಆಗುತ್ತಿಲ್ಲ. ಇದು ದಾವಣಗೆರೆ ಜಿಲ್ಲೆಯ ಜನರಿಗೆ ಮಾಡುವ ಅವಮಾನವಾಗಿದೆ ಎಂದು ಅವರು ದೂರಿದರು. ಅಂಜನಪ್ಪ ಪಾಟೀಲ್, ಬಿ.ಬಾಬು, ರಂಗನಾಥ್, ಎಂ.ಎಸ್.ಕುಮಾರ್, ಬಸವರಾಜ್ ಹಾಗೂ ಕ್ಷೇತ್ರದ ಜನರು ಸುದ್ದಿಗೋಷ್ಠಿಯಲ್ಲಿದ್ದರು. ಕ್ಷೇತ್ರದ ರೈತರು ಅತಿವೃಷ್ಟಿಯಿಂದ ಬೆಳೆ ನಷ್ಟ ಅನುಭವಿಸಿದ್ದು ಅವರಿಗೆ ಸೂಕ್ತ ಪರಿಹಾರ ನೀಡಬೇಕು ಎಂದರು.: [478, 847, 684, 968]
conversion-text-right: ಗ್ರಾಮದ ಜನರ ನೆಮ್ಮದಿ ಹಾಳಾಗಿದೆ ಎಂದು ಆರೋಪಿಸಿದರು. ಹಿಂದೆ ಇದೇ ಚರ್ಚ್ ನವರು ಹಕ್ಕಿಪಿಕ್ಕಿ ಕಾಲೋನಿಗೆ ಕರೆಯಿಸಿ ಆಮಿಷ ಒಡ್ಡಿದ್ದರು. ಮತಾಂತರ ವಿರೋಧಿಸಿದವರ ಮೇಲೆ ದೌರ್ಜನ್ಯ ನಡೆಸಲಾಗುತ್ತಿದೆ. ಅಂತಹವರ ವಿರುದ್ಧ ಪ್ರಕರಣ ದಾಖಲಿಸಬೇಕು. ಗ್ರಾಮದಲ್ಲಿ ಶಾಂತಿ ಕಾಪಾಡಲು ಜಿಲ್ಲಾಡಳಿತ ಸೂಕ್ತ ಕ್ರಮ ಕೈಗೊಳ್ಳಬೇಕು ಎಂದು ಮನವಿ ಮಾಡಿದರು. ಇದೇ ವೇಳೆ ಗ್ರಾಮಸ್ಥರು ಮತ್ತು ರೈತ ಸಂಘದ ಪದಾಧಿಕಾರಿಗಳು ಭಾಗವಹಿಸಿದ್ದರು.: [408, 1813, 600, 1934]
story-body: ತಾಲೂಕಿನ ಮಲ್ಲಶೆಟ್ಟಿಹಳ್ಳಿ ಗ್ರಾಮದ ಬಾಪೂಜಿ ನಗರದಲ್ಲಿ ಸಿಸಿ ರಸ್ತೆ ಅಭಿವೃದ್ಧಿ ಕಾಮಗಾರಿಗೆ ಮಾಯಕೊಂಡ ಶಾಸಕ ಕೆ.ಎಸ್.ಬಸವಂತಪ್ಪ ಇತ್ತೀಚೆಗೆ ಭೂಮಿಪೂಜೆ ನೆರವೇರಿಸಿದರು. ಬಳಿಕ ಮಾತನಾಡಿದ ಅವರು, ಗ್ರಾಮೀಣ ಭಾಗದ ರಸ್ತೆಗಳ ಅಭಿವೃದ್ಧಿಗೆ ಹೆಚ್ಚಿನ ಆದ್ಯತೆ ನೀಡಲಾಗಿದೆ. ಕ್ಷೇತ್ರದ ಎಲ್ಲ ಹಳ್ಳಿಗಳಿಗೂ ಮೂಲ ಸೌಕರ್ಯ ಕಲ್ಪಿಸಲು ಸರ್ಕಾರದಿಂದ ಅನುದಾನ ತರಲಾಗುತ್ತಿದೆ. ಗುಣಮಟ್ಟದ ಕಾಮಗಾರಿ ನಡೆಸುವಂತೆ ಗುತ್ತಿಗೆದಾರರಿಗೆ ಸೂಚಿಸಲಾಗಿದೆ ಎಂದರು.: [250, 1311, 442, 1447]
headline: ಮಾದರಿ ಯೋಗ ಕಾರ್ಯಕ್ರಮ ಇಂದು: [4, 153, 191, 172]
lead-story: [250, 402, 900, 1032]
max-temp: 28: [662, 14, 701, 47]
story-body: ತಾಲೂಕಿನ ಗುಂಡಗತ್ತಿ ಸ.ಮಾ.ಹಿ.ಪ್ರಾ ಶಾಲೆಯಲ್ಲಿ 2025-26ನೇ ಶೈಕ್ಷಣಿಕ ಸಾಲಿನ ಪ್ರಾಥಮಿಕ ಶಾಲಾ ಹಂತದ ತೆಲಿಗಿ ವಲಯದ ಕ್ರೀಡಾಕೂಟದಲ್ಲಿ ದುರ್ಗಾವತಿಯ ಸ.ಮಾ.ಹಿ.ಪ್ರಾ ಶಾಲಾ ಕ್ರೀಡಾಪಟುಗಳು ವಲಯ ಮಟ್ಟದಲ್ಲಿ ಪ್ರಥಮ ಸ್ಥಾನ ಪಡೆಯುವ ಮೂಲಕ ತಾಲೂಕು ಮಟ್ಟಕ್ಕೆ ಆಯ್ಕೆಯಾಗಿದ್ದಾರೆ.: [664, 1075, 816, 1196]
kicker: ರೈತ ಸಂಘಗಳ ಬೆಂಬಲದೊಂದಿಗೆ ಹಕ್ಕಿಪಿಕ್ಕಿ ಅಲೆಮಾರಿಗಳ ಸಂಘದಿಂದ ಡಿಸಿಗೆ ಮನವಿ: [4, 1595, 499, 1617]
dam-text-left: [916, 568, 1084, 1028]
archaka-text-right: ಅರ್ಚಕರು ಸಮಾಜದ ಜನತೆಗೆ ಒಳಿತನ್ನು ಬಯಸುವ ಕಾಯಕ ಮಾಡುವರು. ದೇವಾಲಯದ ಪಾವಿತ್ರ್ಯತೆ ಕಾಪಾಡುವಲ್ಲಿ ಅರ್ಚಕರ ಪಾತ್ರ ಪ್ರಮುಖವಾಗಿದೆ ಎಂದು ತಿಳಿಸಿದರು. ಕಾರ್ಯಕ್ರಮದಲ್ಲಿ ದೇವಾಲಯ ಸಂವರ್ಧನಾ ಸಮಿತಿಯ ಜಿಲ್ಲಾ ಸಂಯೋಜಕರು, ವಾಸುದೇವಮೂರ್ತಿ, ಸ್ವಾಮಿ, ಕೃಷ್ಣಮೂರ್ತಿ ಭಟ್, ಬಿ.ಮಂಜುನಾಥ, ದುರ್ಗಾ ಪರಮೇಶ್ವರಿ ದೇವಸ್ಥಾನದ ಪ್ರಧಾನ ಅರ್ಚಕರು, ತಾಲೂಕು ಸಂಘಟನಾ ಕಾರ್ಯದರ್ಶಿ ಮತ್ತಿತರರು ಪಾಲ್ಗೊಂಡಿದ್ದರು.: [1080, 1303, 1266, 1424]
protest-photo: [202, 1666, 600, 1806]
photo-story-jain: [250, 92, 596, 392]
road-text-left: [250, 1310, 442, 1572]
dateline: ದಾವಣಗೆರೆ:: [4, 471, 45, 483]
school-story: [664, 1042, 1266, 1260]
conversion-story: [4, 1594, 796, 2000]
lead-text-right: ಅಧಿಕಾರಿಗಳು ತಮ್ಮ ಮನೆಗೆ ಬರುವಂತೆ ಮಾಡುವ ಮೂಲಕ ಸಚಿವರು ಆಡಳಿತ ಯಂತ್ರ ಕುಸಿಯುವಂತೆ ಮಾಡಿದ್ದಾರೆ. ಹರಿಹರ ಶಾಸಕರು ಜನಪರ ಕೆಲಸ ಮಾಡುತ್ತಿದ್ದರೂ ಅವರಿಗೆ ಸಹಕಾರ ನೀಡುತ್ತಿಲ್ಲ. ಅಭಿವೃದ್ಧಿ ಕಾರ್ಯಗಳಿಗೆ ಅಡ್ಡಿಪಡಿಸಲಾಗುತ್ತಿದೆ. ಜಿಲ್ಲಾಡಳಿತ ಭವನದಲ್ಲಿ ಕೆಲಸ ಮಾಡಬೇಕಾದ ಅಧಿಕಾರಿಗಳು ಸಚಿವರ ನಿವಾಸದಲ್ಲೇ ಕಾಲ ಕಳೆಯುತ್ತಿದ್ದಾರೆ. ಕೂಡಲೇ ಈ ಧೋರಣೆ ಬದಲಿಸದಿದ್ದರೆ ಜಿಲ್ಲಾ ಮಟ್ಟದಲ್ಲಿ ಬೃಹತ್ ಪ್ರತಿಭಟನೆ ನಡೆಸಲಾಗುವುದು ಎಂದು ಎಚ್ಚರಿಕೆ ನೀಡಿದರು.: [692, 847, 900, 968]
brand-tagline: ರಾಷ್ಟ್ರ ಜಾಗೃತಿಯ ಧ್ವನಿ: [1100, 46, 1164, 56]
